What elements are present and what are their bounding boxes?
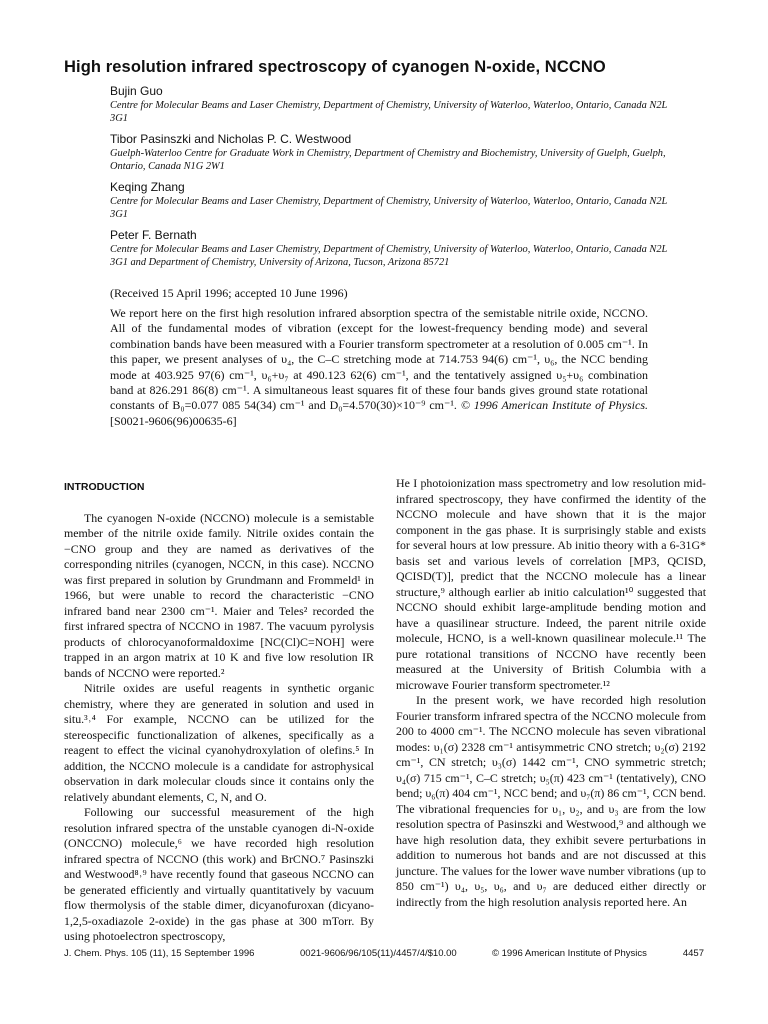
right-column	[396, 476, 706, 910]
author-affiliation: Centre for Molecular Beams and Laser Chemistry, Department of Chemistry, University of Waterloo, Waterloo, Ontario, Canada N2L 3G1 and Department of Chemistry, University of Arizona, Tucson, Arizona 85721	[110, 244, 668, 268]
author-name: Keqing Zhang	[110, 180, 185, 194]
abstract-code: [S0021-9606(96)00635-6]	[110, 413, 237, 428]
footer-code: 0021-9606/96/105(11)/4457/4/$10.00	[300, 948, 457, 959]
author-entry	[110, 84, 670, 125]
abstract-copyright: © 1996 American Institute of Physics.	[460, 398, 649, 413]
author-name: Bujin Guo	[110, 84, 163, 98]
paragraph: In the present work, we have recorded high resolution Fourier transform infrared spectra of the NCCNO molecule from 200 to 4000 cm⁻¹. The NCCNO molecule has seven vibrational modes: υ₁(σ) 2328 cm⁻¹ antisymmetric CNO stretch; υ₂(σ) 2192 cm⁻¹, CN stretch; υ₃(σ) 1442 cm⁻¹, CNO symmetric stretch; υ₄(σ) 715 cm⁻¹, C–C stretch; υ₅(π) 423 cm⁻¹ (tentatively), CNO bend; υ₆(π) 404 cm⁻¹, NCC bend; and υ₇(π) 86 cm⁻¹, CCN bend. The vibrational frequencies for υ₁, υ₂, and υ₃ are from the low resolution spectra of Pasinszki and Westwood,⁹ and although we have high resolution data, they exhibit severe perturbations in addition to numerous hot bands and are not discussed at this juncture. The values for the lower wave number vibrations (up to 850 cm⁻¹) υ₄, υ₅, υ₆, and υ₇ are deduced either directly or indirectly from the high resolution analysis reported here. An	[396, 693, 707, 909]
footer-journal: J. Chem. Phys. 105 (11), 15 September 1996	[64, 948, 255, 959]
paper-title: High resolution infrared spectroscopy of cyanogen N-oxide, NCCNO	[64, 58, 606, 76]
abstract-text: We report here on the first high resolution infrared absorption spectra of the semistable nitrile oxide, NCCNO. All of the fundamental modes of vibration (except for the lowest-frequency bending mode) and several combination bands have been measured with a Fourier transform spectrometer at a resolution of 0.005 cm⁻¹. In this paper, we present analyses of υ₄, the C–C stretching mode at 714.753 94(6) cm⁻¹, υ₆, the NCC bending mode at 403.925 97(6) cm⁻¹, υ₆+υ₇ at 490.123 62(6) cm⁻¹, and the tentatively assigned υ₅+υ₆ combination band at 826.291 86(8) cm⁻¹. A simultaneous least squares fit of these four bands gives ground state rotational constants of B₀=0.077 085 54(34) cm⁻¹ and D₀=4.570(30)×10⁻⁹ cm⁻¹.	[110, 306, 648, 413]
author-entry	[110, 180, 670, 221]
author-name: Peter F. Bernath	[110, 228, 197, 242]
footer-copyright: © 1996 American Institute of Physics	[492, 948, 647, 959]
paragraph: The cyanogen N-oxide (NCCNO) molecule is a semistable member of the nitrile oxide family. Nitrile oxides contain the −CNO group and they are named as derivatives of the corresponding nitriles (cyanogen, NCCN, in this case). NCCNO was first prepared in solution by Grundmann and Frommeld¹ in 1966, but were unable to record the characteristic −CNO infrared band near 2300 cm⁻¹. Maier and Teles² recorded the first infrared spectra of NCCNO in 1987. The vacuum pyrolysis products of chlorocyanoformaldoxime [NC(Cl)C=NOH] were trapped in an argon matrix at 10 K and five low resolution IR bands of NCCNO were reported.²	[64, 510, 374, 680]
author-name: Tibor Pasinszki and Nicholas P. C. Westwood	[110, 132, 352, 146]
paragraph: Following our successful measurement of the high resolution infrared spectra of the unstable cyanogen di-N-oxide (ONCCNO) molecule,⁶ we have recorded high resolution infrared spectra of NCCNO (this work) and BrCNO.⁷ Pasinszki and Westwood⁸˒⁹ have recently found that gaseous NCCNO can be generated efficiently and virtually quantitatively by vacuum flow thermolysis of the stable dimer, dicyanofuroxan (dicyano-1,2,5-oxadiazole 2-oxide) in the gas phase at 300 mTorr. By using photoelectron spectroscopy,	[64, 805, 374, 943]
paragraph: He I photoionization mass spectrometry and low resolution mid-infrared spectroscopy, they have confirmed the identity of the NCCNO molecule and have shown that it is the major component in the gas phase. It is surprisingly stable and exists for several hours at low pressure. Ab initio theory with a 6-31G* basis set and various levels of correlation [MP3, QCISD, QCISD(T)], predict that the NCCNO molecule has a linear structure,⁹ although earlier ab initio calculation¹⁰ suggested that NCCNO should exhibit large-amplitude bending motion and have a quasilinear structure. Indeed, the parent nitrile oxide molecule, HCNO, is a well-known quasilinear molecule.¹¹ The pure rotational transitions of NCCNO have recently been measured at the University of British Columbia with a microwave Fourier transform spectrometer.¹²	[396, 476, 706, 692]
author-affiliation: Centre for Molecular Beams and Laser Chemistry, Department of Chemistry, University of Waterloo, Waterloo, Ontario, Canada N2L 3G1	[110, 100, 668, 124]
section-heading: INTRODUCTION	[64, 481, 145, 493]
left-column	[64, 476, 374, 945]
author-block	[110, 84, 670, 276]
paragraph: Nitrile oxides are useful reagents in synthetic organic chemistry, where they are generated in solution and used in situ.³˒⁴ For example, NCCNO can be utilized for the stereospecific functionalization of alkenes, specifically as a reagent to effect the vicinal cyanohydroxylation of olefins.⁵ In addition, the NCCNO molecule is a candidate for astrophysical observation in dark molecular clouds since it contains only the relatively abundant elements, C, N, and O.	[64, 681, 374, 804]
author-entry	[110, 228, 670, 269]
abstract	[110, 306, 648, 429]
page-number: 4457	[682, 948, 704, 959]
author-entry	[110, 132, 670, 173]
author-affiliation: Guelph-Waterloo Centre for Graduate Work in Chemistry, Department of Chemistry and Biochemistry, University of Guelph, Guelph, Ontario, Canada N1G 2W1	[110, 148, 666, 172]
author-affiliation: Centre for Molecular Beams and Laser Chemistry, Department of Chemistry, University of Waterloo, Waterloo, Ontario, Canada N2L 3G1	[110, 196, 668, 220]
received-dates: (Received 15 April 1996; accepted 10 June 1996)	[110, 286, 348, 300]
